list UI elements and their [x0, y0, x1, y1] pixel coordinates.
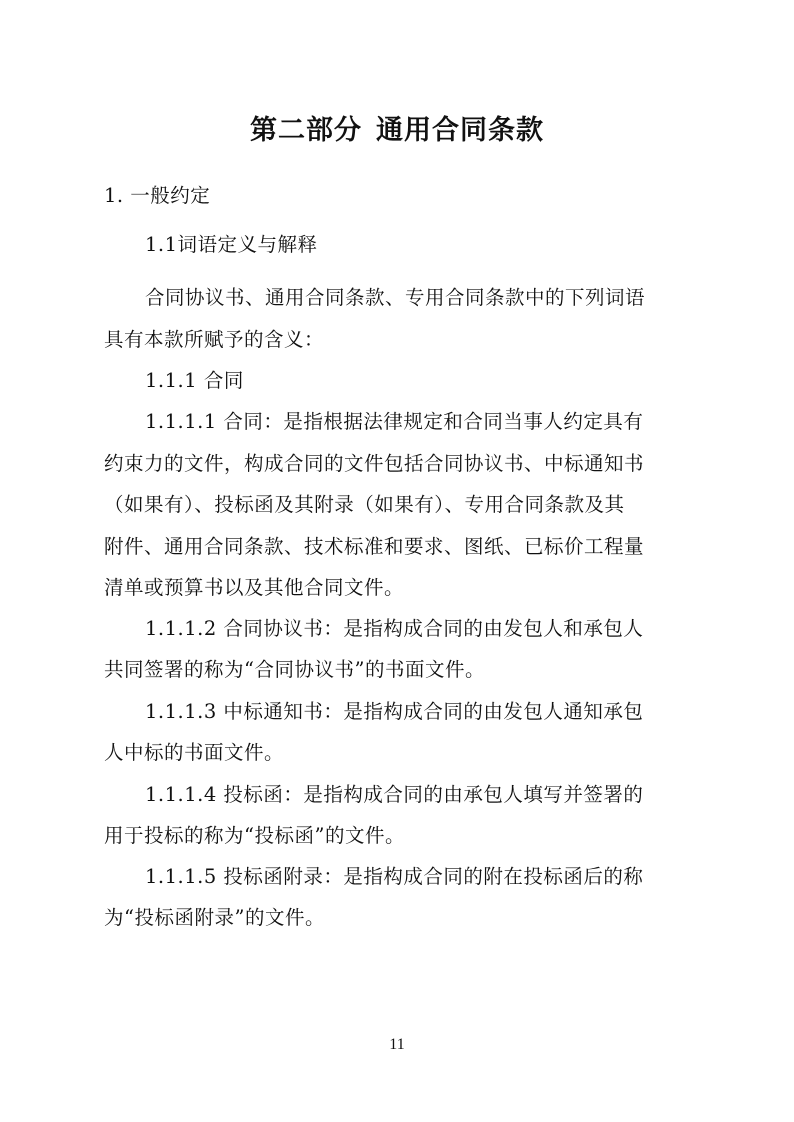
- paragraph-line: 清单或预算书以及其他合同文件。: [104, 576, 405, 599]
- paragraph-line: 具有本款所赋予的含义：: [104, 328, 325, 351]
- paragraph-line: 1.1.1.1 合同：是指根据法律规定和合同当事人约定具有: [145, 410, 644, 433]
- clause-heading: 1.1.1 合同: [145, 369, 244, 392]
- paragraph-line: 合同协议书、通用合同条款、专用合同条款中的下列词语: [145, 286, 646, 309]
- page-number: 11: [389, 1036, 405, 1053]
- paragraph-line: 1.1.1.3 中标通知书：是指构成合同的由发包人通知承包: [145, 700, 644, 723]
- subsection-heading: 1.1词语定义与解释: [145, 233, 318, 256]
- paragraph-line: 1.1.1.4 投标函：是指构成合同的由承包人填写并签署的: [145, 783, 644, 806]
- paragraph-line: 1.1.1.2 合同协议书：是指构成合同的由发包人和承包人: [145, 617, 644, 640]
- paragraph-line: 共同签署的称为“合同协议书”的书面文件。: [104, 658, 485, 681]
- title-part: 第二部分: [250, 115, 362, 146]
- paragraph-line: 约束力的文件，构成合同的文件包括合同协议书、中标通知书: [104, 452, 645, 475]
- paragraph-line: 为“投标函附录”的文件。: [104, 906, 325, 929]
- page-title: [0, 108, 794, 147]
- paragraph-line: 附件、通用合同条款、技术标准和要求、图纸、已标价工程量: [104, 535, 645, 558]
- section-heading: 1. 一般约定: [104, 184, 211, 207]
- title-name: 通用合同条款: [376, 115, 544, 146]
- paragraph-line: 用于投标的称为“投标函”的文件。: [104, 824, 405, 847]
- paragraph-line: （如果有）、投标函及其附录（如果有）、专用合同条款及其: [104, 493, 625, 516]
- paragraph-line: 1.1.1.5 投标函附录：是指构成合同的附在投标函后的称: [145, 865, 644, 888]
- paragraph-line: 人中标的书面文件。: [104, 741, 285, 764]
